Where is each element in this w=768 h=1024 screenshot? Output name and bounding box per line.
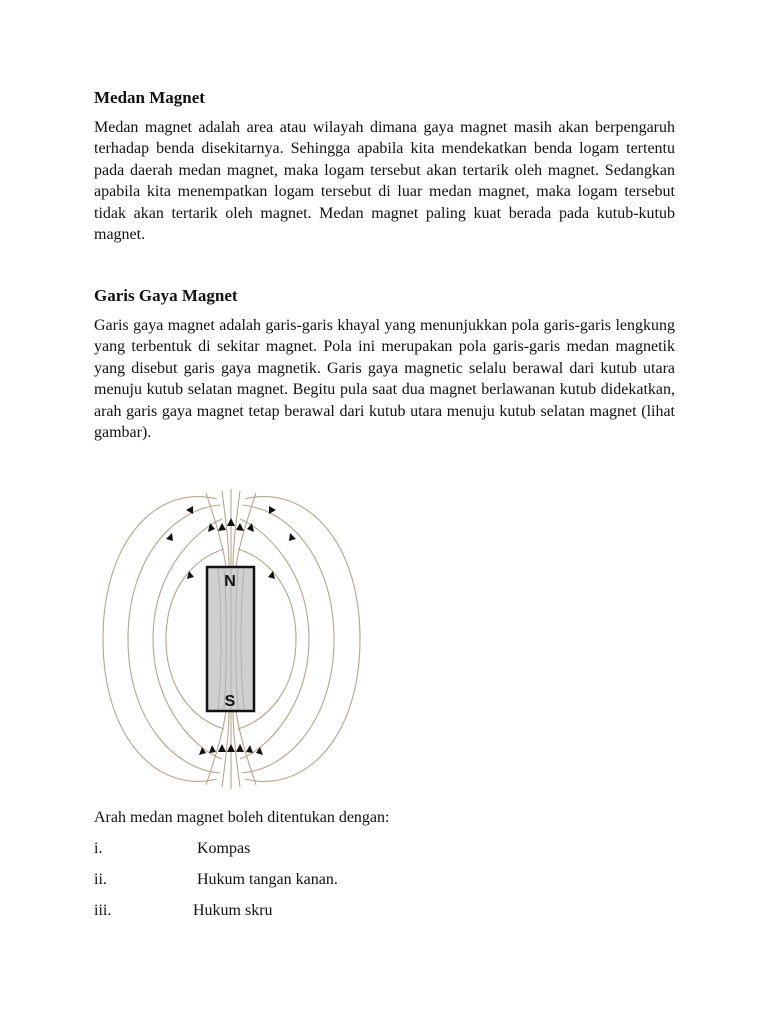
section-body-medan-magnet: Medan magnet adalah area atau wilayah dimana gaya magnet masih akan berpengaruh terhadap benda disekitarnya. Sehingga apabila kita mendekatkan benda logam tertentu pada daerah medan magnet, maka logam tersebut akan tertarik oleh magnet. Sedangkan apabila kita menempatkan logam tersebut di luar medan magnet, maka logam tersebut tidak akan tertarik oleh magnet. Medan magnet paling kuat berada pada kutub-kutub magnet. (94, 119, 675, 244)
list-intro: Arah medan magnet boleh ditentukan dengan: (94, 809, 390, 826)
arrow-icon (269, 506, 276, 514)
north-pole-label: N (224, 573, 236, 590)
arrow-icon (236, 744, 244, 752)
arrow-icon (256, 747, 263, 755)
arrow-icon (227, 744, 235, 752)
field-line-second-right (242, 505, 334, 773)
list-item-number: iii. (94, 902, 112, 919)
arrow-icon (166, 533, 173, 541)
arrow-icon (209, 745, 216, 753)
list-item-number: ii. (94, 871, 107, 888)
south-pole-label: S (224, 693, 236, 710)
arrow-icon (289, 533, 296, 541)
arrow-icon (186, 506, 193, 514)
section-title-medan-magnet: Medan Magnet (94, 88, 205, 107)
section-title-garis-gaya-magnet: Garis Gaya Magnet (94, 286, 238, 305)
list-item-text: Hukum tangan kanan. (197, 871, 338, 888)
list-item-text: Kompas (197, 840, 251, 857)
section-body-garis-gaya-magnet: Garis gaya magnet adalah garis-garis khayal yang menunjukkan pola garis-garis lengkung yang terbentuk di sekitar magnet. Pola ini merupakan pola garis-garis medan magnetik yang disebut garis gaya magnetik. Garis gaya magnetic selalu berawal dari kutub utara menuju kutub selatan magnet. Begitu pula saat dua magnet berlawanan kutub didekatkan, arah garis gaya magnet tetap berawal dari kutub utara menuju kutub selatan magnet (lihat gambar). (94, 317, 675, 442)
arrow-icon (236, 523, 244, 531)
arrow-icon (246, 745, 253, 753)
bar-magnet-field-diagram (98, 489, 368, 789)
arrow-icon (218, 744, 226, 752)
arrow-icon (199, 747, 206, 755)
list-item-number: i. (94, 840, 103, 857)
arrow-icon (227, 518, 235, 526)
list-item-text: Hukum skru (193, 902, 273, 919)
arrow-icon (218, 523, 226, 531)
